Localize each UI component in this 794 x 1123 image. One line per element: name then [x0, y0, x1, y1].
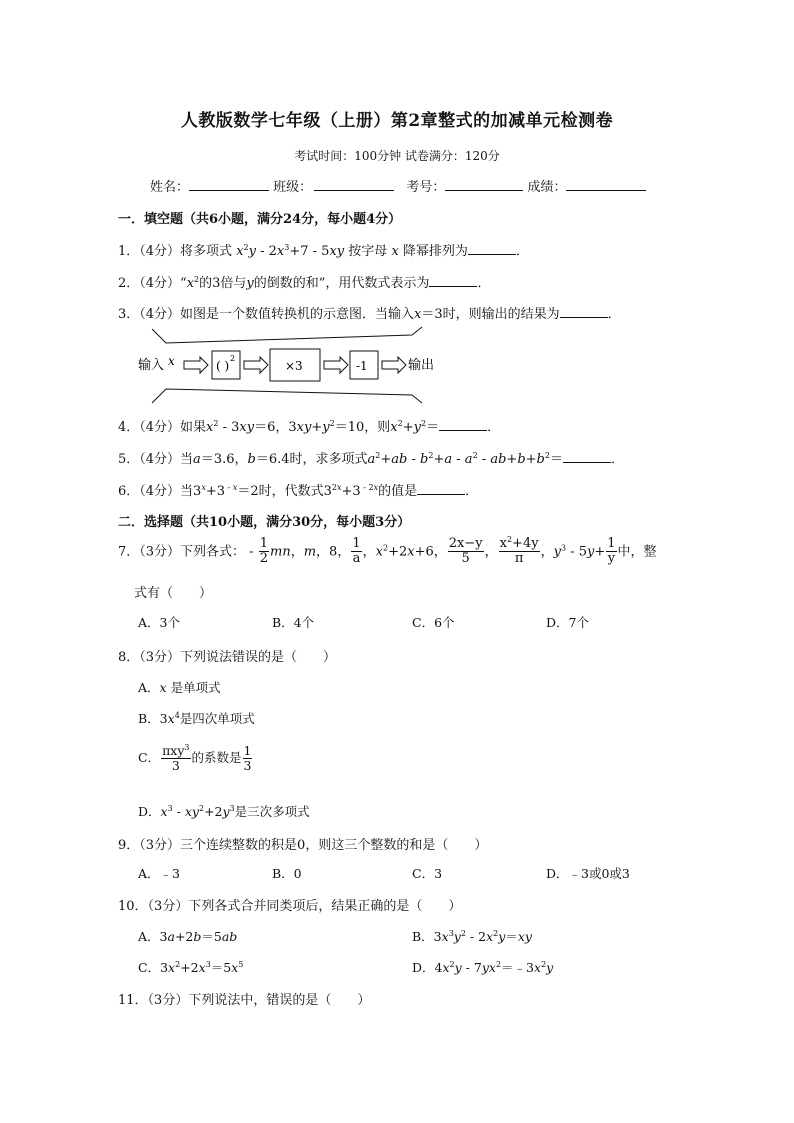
- question-7: 7．（3分）下列各式： - $\frac{1}{2}$ mn，m，8， $\frac{1}{a}$ ，$x^2+2x+6$， $\frac{2x-y}{5}$ ， $\frac{x^2+4y}{\pi}$ ，$y^3 - 5y+$ $\frac{1}{y}$ 中，整: [118, 535, 657, 567]
- fraction: $\frac{\pi xy^3}{3}$: [162, 743, 190, 773]
- class-blank[interactable]: [314, 178, 394, 191]
- q4-answer-blank[interactable]: [439, 418, 487, 431]
- q2-stem: 2．（4分）“: [118, 276, 187, 291]
- multiply-box-label: ×3: [285, 359, 303, 373]
- square-box-exp: 2: [230, 354, 236, 363]
- q9-option-b[interactable]: B．0: [272, 866, 302, 881]
- input-var: x: [168, 354, 175, 368]
- q3-mid: ＝3时，则输出的结果为: [421, 307, 560, 322]
- q6-stem: 6．（4分）当: [118, 484, 194, 499]
- fraction: $\frac{1}{a}$: [352, 536, 361, 567]
- q7-line2: 式有（ ）: [134, 586, 213, 601]
- machine-top-line: [152, 327, 422, 343]
- input-label: 输入: [138, 358, 165, 373]
- q2-end: ．: [477, 276, 491, 291]
- q1-var: x: [391, 244, 399, 259]
- conversion-machine-diagram: [130, 325, 450, 405]
- q5-answer-blank[interactable]: [563, 450, 611, 463]
- student-info-row: [150, 176, 646, 195]
- arrow-right-icon: [184, 357, 208, 373]
- q7-option-c[interactable]: C．6个: [412, 615, 455, 630]
- q1-end: ．: [515, 244, 529, 259]
- q5-b: ＝6.4时，求多项式: [255, 452, 368, 467]
- exam-info: 考试时间：100分钟 试卷满分：120分: [294, 149, 500, 163]
- q9-option-d[interactable]: D．﹣3或0或3: [546, 866, 630, 881]
- q5-a: ＝3.6，: [200, 452, 248, 467]
- question-2: 2．（4分）“$x^2$的3倍与y的倒数的和”，用代数式表示为 ．: [118, 275, 491, 291]
- subtract-box-label: -1: [356, 359, 368, 373]
- question-3: 3．（4分）如图是一个数值转换机的示意图．当输入x＝3时，则输出的结果为 ．: [118, 307, 621, 322]
- q7-tail: 中，整: [617, 544, 657, 560]
- q3-answer-blank[interactable]: [560, 305, 608, 318]
- name-label: 姓名：: [150, 180, 190, 195]
- q1-stem: 1．（4分）将多项式: [118, 244, 233, 259]
- q4-eq1: ＝6，: [254, 420, 289, 435]
- fraction: $\frac{1}{y}$: [607, 536, 616, 567]
- q8-option-a[interactable]: A．x 是单项式: [138, 680, 221, 695]
- q2-mid2: 的倒数的和”，用代数式表示为: [253, 276, 430, 291]
- q10-stem: 10．（3分）下列各式合并同类项后，结果正确的是（ ）: [118, 899, 462, 914]
- name-blank[interactable]: [189, 178, 269, 191]
- q2-mid: 的3倍与: [199, 276, 247, 291]
- section-heading-fill: 一．填空题（共6小题，满分24分，每小题4分）: [118, 212, 402, 227]
- q6-mid: ＝2时，代数式: [237, 484, 324, 499]
- question-1: [118, 240, 529, 259]
- output-label: 输出: [408, 358, 435, 373]
- machine-bottom-line: [152, 389, 422, 403]
- q7-option-a[interactable]: A．3个: [138, 615, 180, 630]
- q8-stem: 8．（3分）下列说法错误的是（ ）: [118, 650, 337, 665]
- q6-answer-blank[interactable]: [417, 482, 465, 495]
- fraction: $\frac{1}{2}$: [259, 536, 268, 567]
- q9-stem: 9．（3分）三个连续整数的积是0，则这三个整数的和是（ ）: [118, 838, 488, 853]
- q8-option-b[interactable]: B．$3x^4$是四次单项式: [138, 711, 255, 726]
- q4-eq2: ＝10，则: [334, 420, 391, 435]
- square-box-label: ( ): [216, 359, 230, 373]
- fraction: $\frac{2x-y}{5}$: [448, 536, 483, 567]
- arrow-right-icon: [382, 357, 406, 373]
- fraction: $\frac{1}{3}$: [243, 743, 252, 773]
- q5-end: ＝: [549, 452, 563, 467]
- q1-answer-blank[interactable]: [468, 242, 516, 255]
- q9-option-a[interactable]: A．﹣3: [138, 866, 180, 881]
- q1-expr: $x^2y - 2x^3+7 - 5xy$: [236, 243, 345, 259]
- q7-option-d[interactable]: D．7个: [546, 615, 589, 630]
- q6-end: 的值是: [378, 484, 418, 499]
- q4-end: ＝: [426, 420, 440, 435]
- arrow-right-icon: [324, 357, 348, 373]
- q9-option-c[interactable]: C．3: [412, 866, 443, 881]
- section-heading-choice: 二．选择题（共10小题，满分30分，每小题3分）: [118, 515, 411, 530]
- question-5: 5．（4分）当a＝3.6，b＝6.4时，求多项式$a^2+ab - b^2+a - a^2 - ab+b+b^2=$ ．: [118, 451, 624, 467]
- q8-option-c[interactable]: C． $\frac{\pi xy^3}{3}$ 的系数是 $\frac{1}{3}$: [138, 743, 252, 773]
- q10-option-a[interactable]: A．3a+2b＝5ab: [138, 929, 238, 944]
- score-blank[interactable]: [566, 178, 646, 191]
- question-4: 4．（4分）如果$x^2 - 3xy=6$，$3xy+y^2=10$，则$x^2+y^2=$ ．: [118, 419, 501, 435]
- fraction: $\frac{x^2+4y}{\pi}$: [499, 535, 539, 567]
- page-title: 人教版数学七年级（上册）第2章整式的加减单元检测卷: [180, 111, 614, 131]
- q3-stem: 3．（4分）如图是一个数值转换机的示意图．当输入: [118, 307, 415, 322]
- q8-option-d[interactable]: D．$x^3 - xy^2+2y^3$是三次多项式: [138, 804, 310, 819]
- id-blank[interactable]: [445, 178, 523, 191]
- q5-stem: 5．（4分）当: [118, 452, 194, 467]
- q7-option-b[interactable]: B．4个: [272, 615, 315, 630]
- q10-option-b[interactable]: B．$3x^3y^2 - 2x^2y=xy$: [412, 929, 532, 944]
- q1-mid2: 降幂排列为: [402, 244, 468, 259]
- class-label: 班级：: [273, 180, 313, 195]
- question-6: 6．（4分）当$3^x+3$ $^{- x}$＝2时，代数式$3^{2x}+3$ $^{- 2x}$的值是 ．: [118, 483, 479, 499]
- q7-stem: 7．（3分）下列各式：: [118, 544, 246, 560]
- id-label: 考号：: [406, 180, 446, 195]
- q3-end: ．: [607, 307, 621, 322]
- q10-option-d[interactable]: D．$4x^2y$ - $7yx^2=﹣3x^2y$: [412, 960, 554, 975]
- q11-stem: 11．（3分）下列说法中，错误的是（ ）: [118, 993, 371, 1008]
- arrow-right-icon: [244, 357, 268, 373]
- q1-mid: 按字母: [348, 244, 388, 259]
- q2-answer-blank[interactable]: [429, 274, 477, 287]
- q4-stem: 4．（4分）如果: [118, 420, 207, 435]
- q10-option-c[interactable]: C．$3x^2+2x^3=5x^5$: [138, 960, 244, 975]
- score-label: 成绩：: [527, 180, 567, 195]
